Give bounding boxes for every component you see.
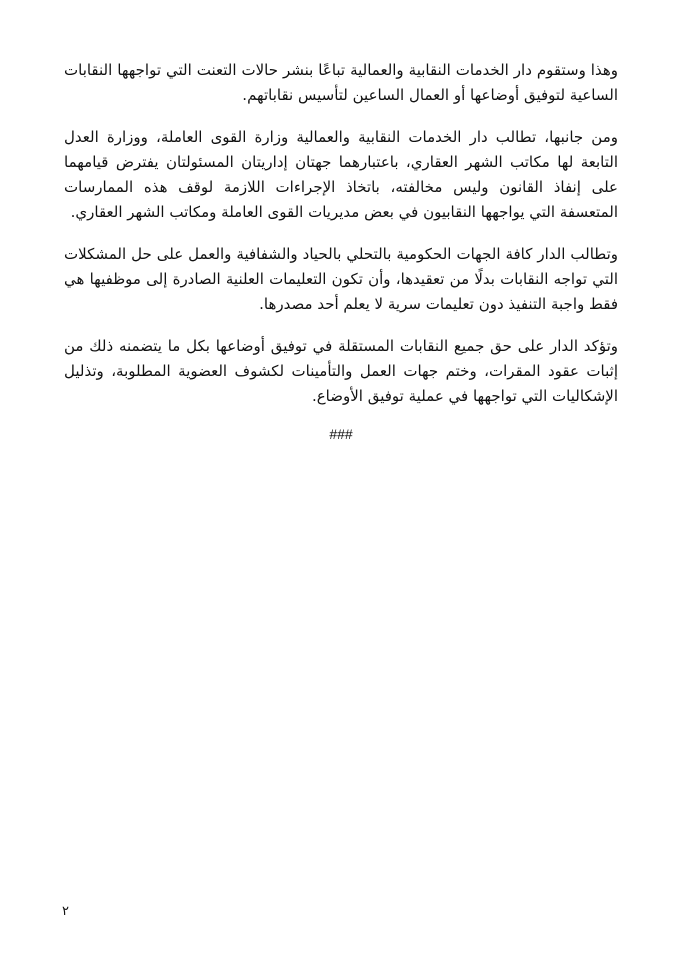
section-separator: ###: [329, 426, 353, 442]
page-number: ٢: [62, 904, 69, 919]
paragraph-2: ومن جانبها، تطالب دار الخدمات النقابية والعمالية وزارة القوى العاملة، ووزارة العدل التابعة لها مكاتب الشهر العقاري، باعتبارهما جهتان إداريتان المسئولتان يفترض قيامهما على إنفاذ القانون وليس مخالفته، باتخاذ الإجراءات اللازمة لوقف هذه الممارسات المتعسفة التي يواجهها النقابيون في بعض مديريات القوى العاملة ومكاتب الشهر العقاري.: [64, 128, 618, 221]
document-body: [64, 58, 618, 442]
paragraph-3: وتطالب الدار كافة الجهات الحكومية بالتحلي بالحياد والشفافية والعمل على حل المشكلات التي تواجه النقابات بدلًا من تعقيدها، وأن تكون التعليمات العلنية الصادرة إلى موظفيها هي فقط واجبة التنفيذ دون تعليمات سرية لا يعلم أحد مصدرها.: [64, 245, 618, 313]
paragraph-4: وتؤكد الدار على حق جميع النقابات المستقلة في توفيق أوضاعها بكل ما يتضمنه ذلك من إثبات عقود المقرات، وختم جهات العمل والتأمينات لكشوف العضوية المطلوبة، وتذليل الإشكاليات التي تواجهها في عملية توفيق الأوضاع.: [64, 337, 618, 405]
paragraph-1: وهذا وستقوم دار الخدمات النقابية والعمالية تباعًا بنشر حالات التعنت التي تواجهها النقابات الساعية لتوفيق أوضاعها أو العمال الساعين لتأسيس نقاباتهم.: [64, 61, 618, 104]
